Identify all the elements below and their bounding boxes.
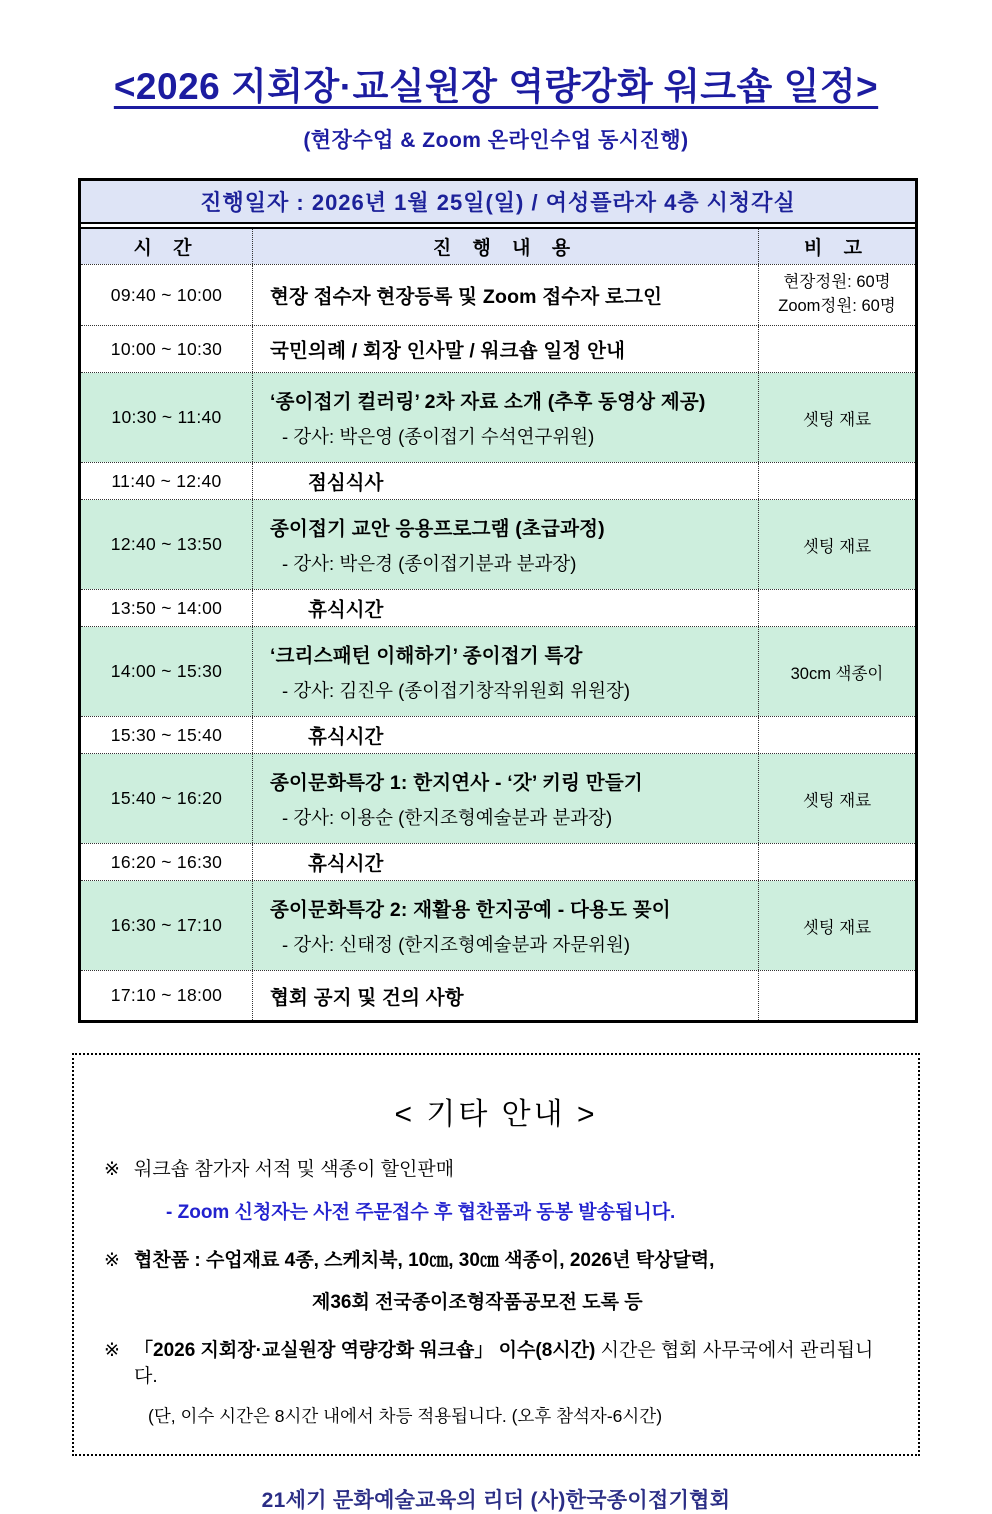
note-cell [759,590,915,626]
time-cell: 14:00 ~ 15:30 [81,627,253,716]
time-cell: 15:30 ~ 15:40 [81,717,253,753]
schedule-row [81,754,915,844]
schedule-row [81,627,915,717]
session-title: 종이접기 교안 응용프로그램 (초급과정) [270,518,605,540]
content-cell [253,326,759,372]
note-cell [759,463,915,499]
schedule-row [81,463,915,500]
page-title: <2026 지회장·교실원장 역량강화 워크숍 일정> [113,66,879,107]
note-cell: 셋팅 재료 [759,373,915,462]
time-cell: 13:50 ~ 14:00 [81,590,253,626]
reference-mark: ※ [104,1249,120,1271]
session-title: 휴식시간 [308,853,384,875]
note-cell [759,717,915,753]
content-cell [253,627,759,716]
notice-box [72,1053,920,1456]
notice-item-continuation: 제36회 전국종이조형작품공모전 도록 등 [312,1292,643,1314]
session-title: 현장 접수자 현장등록 및 Zoom 접수자 로그인 [270,286,663,308]
session-lecturer: - 강사: 김진우 (종이접기창작위원회 위원장) [282,680,630,701]
session-title: 국민의례 / 회장 인사말 / 워크숍 일정 안내 [270,340,626,362]
time-cell: 17:10 ~ 18:00 [81,971,253,1020]
session-title: 종이문화특강 1: 한지연사 - ‘갓’ 키링 만들기 [270,772,643,794]
session-title: ‘크리스패턴 이해하기’ 종이접기 특강 [270,645,583,667]
session-title: 휴식시간 [308,726,384,748]
column-header-content: 진 행 내 용 [253,229,759,264]
column-header-note: 비 고 [759,229,915,264]
notice-subitem-blue: - Zoom 신청자는 사전 주문접수 후 협찬품과 동봉 발송됩니다. [166,1201,676,1223]
session-lecturer: - 강사: 박은경 (종이접기분과 분과장) [282,553,577,574]
reference-mark: ※ [104,1340,120,1362]
notice-item-text [134,1338,888,1389]
note-cell: 셋팅 재료 [759,500,915,589]
content-cell [253,373,759,462]
time-cell: 10:30 ~ 11:40 [81,373,253,462]
time-cell: 09:40 ~ 10:00 [81,265,253,325]
content-cell [253,500,759,589]
time-cell: 10:00 ~ 10:30 [81,326,253,372]
table-header-row [81,229,915,265]
session-title: 종이문화특강 2: 재활용 한지공예 - 다용도 꽂이 [270,899,671,921]
note-cell [759,265,915,325]
note-cell: 30cm 색종이 [759,627,915,716]
note-line: 현장정원: 60명 [783,273,891,292]
session-lecturer: - 강사: 신태정 (한지조형예술분과 자문위원) [282,934,630,955]
note-cell [759,326,915,372]
time-cell: 16:20 ~ 16:30 [81,844,253,880]
schedule-row [81,373,915,463]
schedule-row [81,881,915,971]
notice-item [104,1157,888,1183]
session-lecturer: - 강사: 박은영 (종이접기 수석연구위원) [282,426,595,447]
notice-item-bold-part: 「2026 지회장·교실원장 역량강화 워크숍」 이수(8시간) [134,1340,596,1362]
column-header-time: 시 간 [81,229,253,264]
schedule-row [81,265,915,326]
schedule-row [81,500,915,590]
schedule-row [81,326,915,373]
note-cell: 셋팅 재료 [759,754,915,843]
notice-title: < 기타 안내 > [394,1098,598,1131]
time-cell: 11:40 ~ 12:40 [81,463,253,499]
reference-mark: ※ [104,1159,120,1180]
time-cell: 15:40 ~ 16:20 [81,754,253,843]
schedule-row [81,590,915,627]
notice-item-text: 워크숍 참가자 서적 및 색종이 할인판매 [134,1159,455,1180]
note-cell [759,844,915,880]
content-cell [253,881,759,970]
time-cell: 12:40 ~ 13:50 [81,500,253,589]
note-line: Zoom정원: 60명 [778,297,896,315]
notice-item [104,1338,888,1389]
date-bar: 진행일자 : 2026년 1월 25일(일) / 여성플라자 4층 시청각실 [81,181,915,224]
schedule-row [81,844,915,881]
notice-item-rest: 시간은 협회 사무국에서 관리됩니다. [134,1340,874,1387]
session-title: 휴식시간 [308,599,384,621]
schedule-table [78,178,918,1023]
content-cell [253,590,759,626]
content-cell [253,754,759,843]
note-cell [759,971,915,1020]
session-lecturer: - 강사: 이용순 (한지조형예술분과 분과장) [282,807,613,828]
note-cell: 셋팅 재료 [759,881,915,970]
notice-item [104,1248,888,1274]
session-title: ‘종이접기 컬러링’ 2차 자료 소개 (추후 동영상 제공) [270,391,706,413]
content-cell [253,717,759,753]
time-cell: 16:30 ~ 17:10 [81,881,253,970]
notice-item-text: 협찬품 : 수업재료 4종, 스케치북, 10㎝, 30㎝ 색종이, 2026년 탁상달력, [134,1249,715,1271]
schedule-row [81,971,915,1020]
schedule-row [81,717,915,754]
session-title: 협회 공지 및 건의 사항 [270,986,464,1009]
content-cell [253,971,759,1020]
notice-subitem-note: (단, 이수 시간은 8시간 내에서 차등 적용됩니다. (오후 참석자-6시간) [148,1405,663,1426]
organization-footer: 21세기 문화예술교육의 리더 (사)한국종이접기협회 [261,1488,731,1512]
page-subtitle: (현장수업 & Zoom 온라인수업 동시진행) [303,129,689,152]
content-cell [253,463,759,499]
session-title: 점심식사 [308,472,384,494]
content-cell [253,265,759,325]
content-cell [253,844,759,880]
